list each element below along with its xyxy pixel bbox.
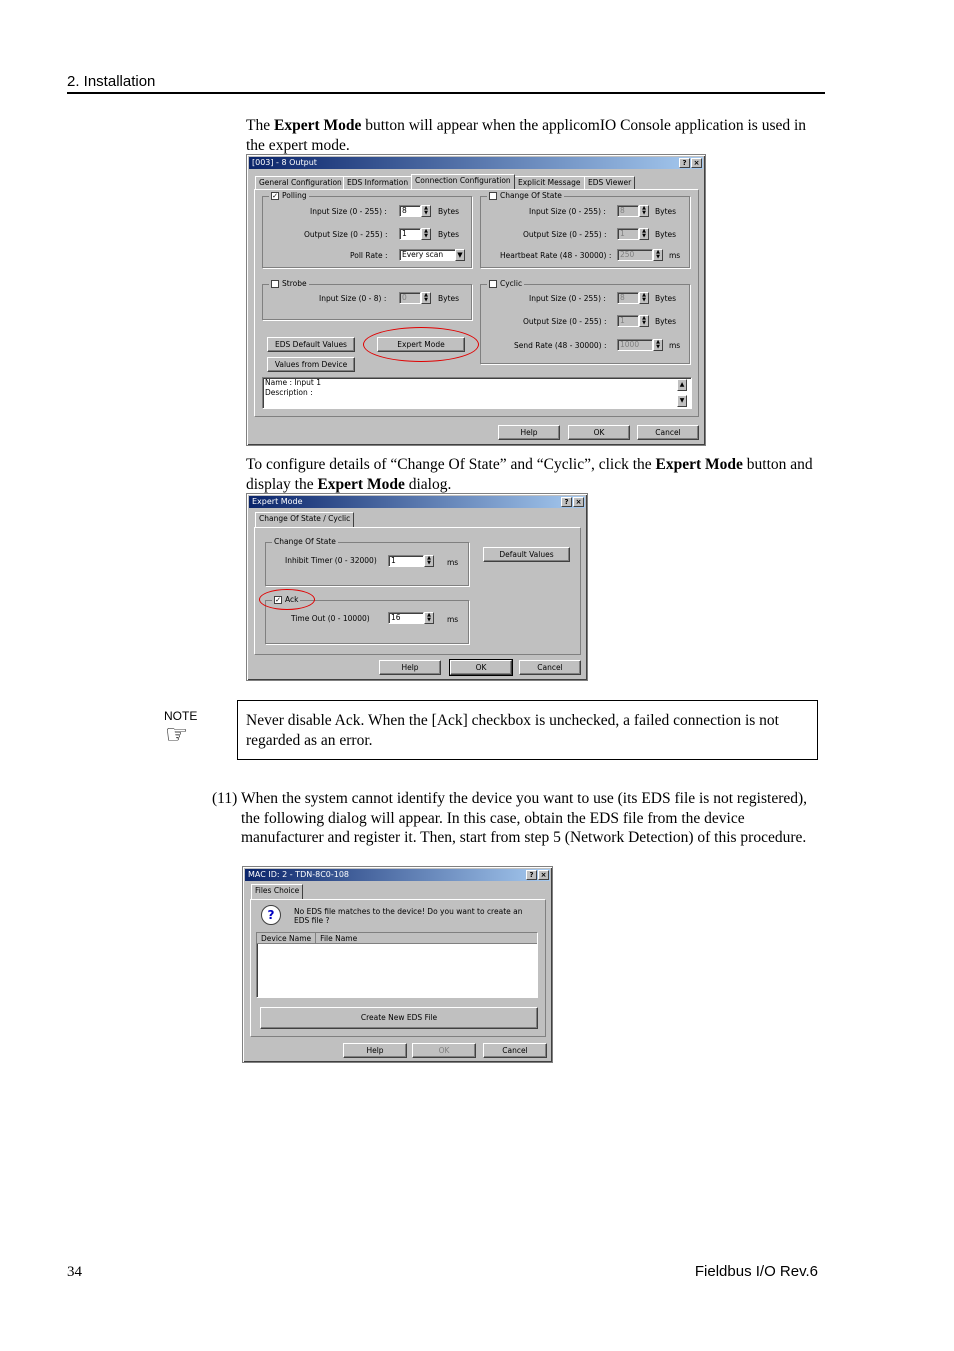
heartbeat-field[interactable]: 250 (617, 249, 653, 261)
strobe-input-spinner[interactable]: ▲ ▼ (421, 292, 431, 304)
info-description: Description : (265, 388, 313, 397)
dialog-title: [003] - 8 Output (252, 158, 317, 167)
tab-eds-information[interactable]: EDS Information (343, 176, 412, 189)
dialog-titlebar (249, 157, 703, 169)
strobe-checkbox[interactable] (271, 280, 279, 288)
tab-change-of-state-cyclic[interactable]: Change Of State / Cyclic (255, 512, 354, 527)
send-rate-label: Send Rate (48 - 30000) : (514, 341, 607, 350)
ok-button[interactable]: OK (450, 660, 512, 675)
tab-eds-viewer[interactable]: EDS Viewer (584, 176, 635, 189)
cos-output-field[interactable]: 1 (617, 228, 639, 240)
tab-general-configuration[interactable]: General Configuration (255, 176, 346, 189)
timeout-label: Time Out (0 - 10000) (291, 614, 370, 623)
cos-output-label: Output Size (0 - 255) : (523, 230, 607, 239)
tab-explicit-message[interactable]: Explicit Message (514, 176, 585, 189)
polling-group: ✓ Polling (262, 196, 472, 268)
dialog-title: Expert Mode (252, 497, 303, 506)
help-icon[interactable]: ? (526, 870, 537, 880)
help-icon[interactable]: ? (561, 497, 572, 507)
strobe-input-label: Input Size (0 - 8) : (319, 294, 387, 303)
help-button[interactable]: Help (498, 425, 560, 440)
scroll-up-icon[interactable]: ▲ (677, 379, 687, 391)
polling-checkbox[interactable]: ✓ (272, 192, 278, 200)
cyclic-output-spinner[interactable]: ▲ ▼ (639, 315, 649, 327)
dialog-title: MAC ID: 2 - TDN-8C0-108 (248, 870, 350, 879)
eds-default-values-button[interactable]: EDS Default Values (267, 337, 355, 352)
cos-input-label: Input Size (0 - 255) : (529, 207, 606, 216)
polling-output-spinner[interactable]: ▲ ▼ (421, 228, 431, 240)
pointing-hand-icon: ☞ (165, 720, 189, 749)
heartbeat-unit: ms (669, 251, 681, 260)
inhibit-timer-unit: ms (447, 558, 459, 567)
change-of-state-checkbox[interactable] (489, 192, 497, 200)
cyclic-checkbox[interactable] (489, 280, 497, 288)
info-box (262, 377, 692, 409)
cyclic-input-field[interactable]: 8 (617, 292, 639, 304)
poll-rate-label: Poll Rate : (350, 251, 388, 260)
ack-checkbox[interactable]: ✓ (275, 596, 281, 604)
cos-output-spinner[interactable]: ▲ ▼ (639, 228, 649, 240)
close-icon[interactable]: × (573, 497, 584, 507)
help-button[interactable]: Help (379, 660, 441, 675)
heartbeat-label: Heartbeat Rate (48 - 30000) : (500, 251, 612, 260)
heartbeat-spinner[interactable]: ▲ ▼ (653, 249, 663, 261)
files-list (256, 932, 538, 998)
send-rate-unit: ms (669, 341, 681, 350)
send-rate-field[interactable]: 1000 (617, 339, 653, 351)
cyclic-output-label: Output Size (0 - 255) : (523, 317, 607, 326)
highlight-oval (259, 589, 315, 610)
step-text: When the system cannot identify the device you want to use (its EDS file is not registered), the following dialog will appear. In this case, obtain the EDS file from the device manufacturer and register it. Then, start from step 5 (Network Detection) of this procedure. (241, 790, 808, 846)
cyclic-input-unit: Bytes (655, 294, 677, 303)
ack-group: ✓ Ack (265, 600, 469, 644)
highlight-oval (363, 327, 479, 362)
create-new-eds-file-button[interactable]: Create New EDS File (260, 1007, 538, 1029)
cancel-button[interactable]: Cancel (483, 1043, 547, 1058)
default-values-button[interactable]: Default Values (483, 547, 570, 562)
help-button[interactable]: Help (343, 1043, 407, 1058)
cyclic-group: Cyclic (480, 284, 690, 364)
polling-output-field[interactable]: 1 (399, 228, 421, 240)
info-name: Name : Input 1 (265, 378, 321, 387)
note-text: Never disable Ack. When the [Ack] checkbox is unchecked, a failed connection is not regarded as an error. (246, 712, 779, 749)
dialog-titlebar (249, 496, 585, 508)
send-rate-spinner[interactable]: ▲ ▼ (653, 339, 663, 351)
poll-rate-select[interactable]: Every scan (399, 249, 457, 261)
change-of-state-group: Change Of State (480, 196, 690, 268)
note-box (237, 700, 818, 760)
scroll-down-icon[interactable]: ▼ (677, 395, 687, 407)
tab-files-choice[interactable]: Files Choice (251, 884, 303, 899)
inhibit-timer-label: Inhibit Timer (0 - 32000) (285, 556, 377, 565)
values-from-device-button[interactable]: Values from Device (267, 357, 355, 372)
expert-mode-button[interactable]: Expert Mode (377, 337, 465, 352)
cyclic-output-unit: Bytes (655, 317, 677, 326)
polling-input-field[interactable]: 8 (399, 205, 421, 217)
column-file-name[interactable]: File Name (320, 934, 358, 943)
tab-connection-configuration[interactable]: Connection Configuration (411, 174, 515, 189)
strobe-input-unit: Bytes (438, 294, 460, 303)
note-label: NOTE (164, 709, 198, 723)
ok-button[interactable]: OK (568, 425, 630, 440)
dialog-titlebar (245, 869, 550, 881)
column-device-name[interactable]: Device Name (257, 933, 316, 943)
document-title: Fieldbus I/O Rev.6 (694, 1263, 818, 1280)
connection-config-dialog (246, 154, 706, 446)
polling-output-unit: Bytes (438, 230, 460, 239)
cancel-button[interactable]: Cancel (637, 425, 699, 440)
header-rule (67, 92, 825, 94)
step-number: (11) (212, 790, 238, 807)
polling-output-label: Output Size (0 - 255) : (304, 230, 388, 239)
page-number: 34 (67, 1264, 82, 1280)
cyclic-input-spinner[interactable]: ▲ ▼ (639, 292, 649, 304)
timeout-unit: ms (447, 615, 459, 624)
inhibit-timer-spinner[interactable]: ▲ ▼ (424, 555, 434, 567)
timeout-spinner[interactable]: ▲ ▼ (424, 612, 434, 624)
section-header: 2. Installation (67, 73, 156, 90)
polling-input-spinner[interactable]: ▲ ▼ (421, 205, 431, 217)
polling-input-label: Input Size (0 - 255) : (310, 207, 387, 216)
cyclic-output-field[interactable]: 1 (617, 315, 639, 327)
cos-input-spinner[interactable]: ▲ ▼ (639, 205, 649, 217)
chevron-down-icon[interactable]: ▼ (455, 249, 465, 261)
cos-input-field[interactable]: 8 (617, 205, 639, 217)
files-list-header (257, 933, 537, 944)
intro-paragraph: The Expert Mode button will appear when the applicomIO Console application is used in the expert mode. (246, 117, 807, 154)
ok-button[interactable]: OK (412, 1043, 476, 1058)
inhibit-timer-field[interactable]: 1 (388, 555, 424, 567)
files-choice-dialog (242, 866, 553, 1063)
cos-group-label: Change Of State (274, 537, 336, 546)
question-icon: ? (261, 905, 281, 925)
strobe-input-field[interactable]: 0 (399, 292, 421, 304)
expert-mode-paragraph: To configure details of “Change Of State” and “Cyclic”, click the Expert Mode button and display the Expert Mode dialog. (246, 456, 813, 493)
cancel-button[interactable]: Cancel (519, 660, 581, 675)
cyclic-input-label: Input Size (0 - 255) : (529, 294, 606, 303)
timeout-field[interactable]: 16 (388, 612, 424, 624)
polling-input-unit: Bytes (438, 207, 460, 216)
expert-mode-dialog (246, 493, 588, 681)
cos-input-unit: Bytes (655, 207, 677, 216)
strobe-group: Strobe (262, 284, 472, 320)
no-eds-message: No EDS file matches to the device! Do you want to create an EDS file ? (294, 907, 523, 925)
cos-output-unit: Bytes (655, 230, 677, 239)
help-icon[interactable]: ? (679, 158, 690, 168)
close-icon[interactable]: × (691, 158, 702, 168)
close-icon[interactable]: × (538, 870, 549, 880)
